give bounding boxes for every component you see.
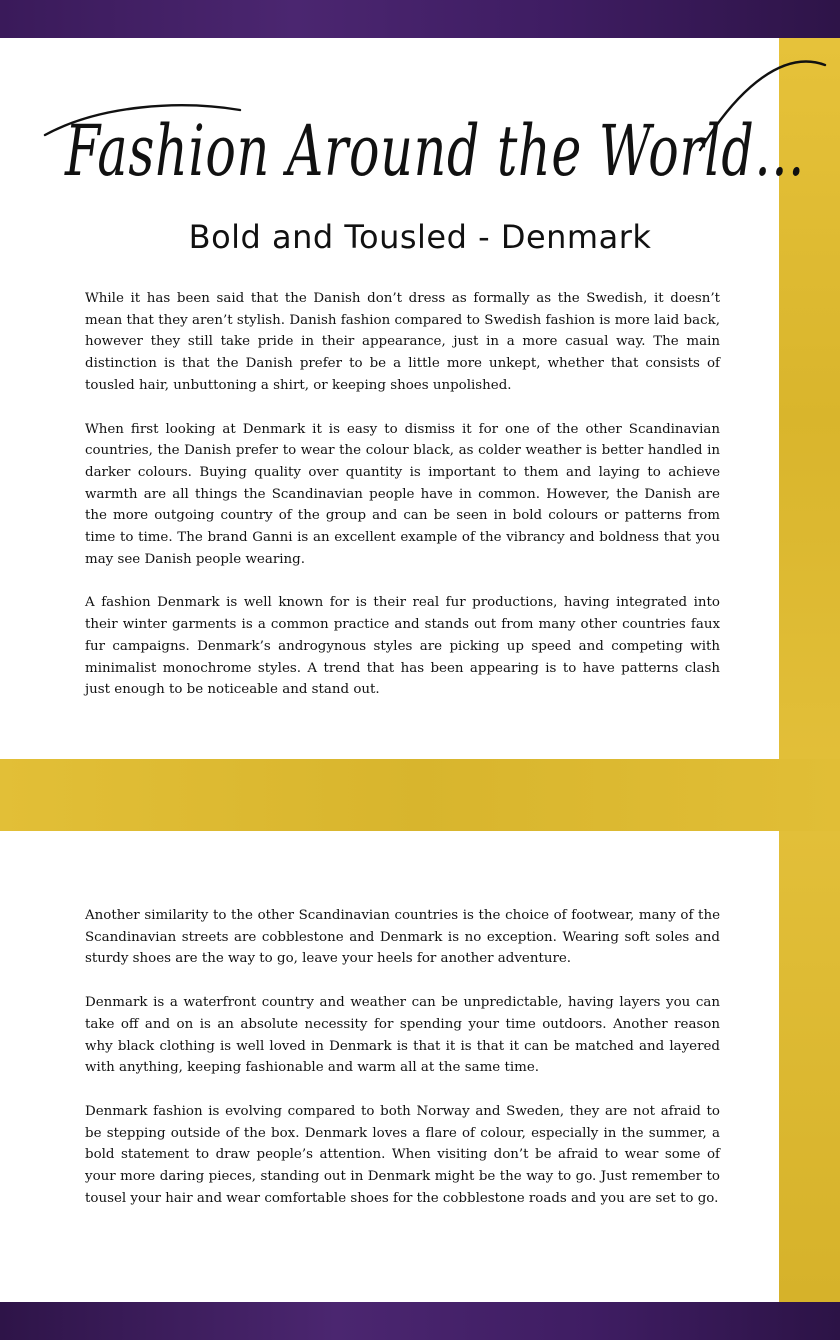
paragraph: A fashion Denmark is well known for is their real fur productions, having integrated into their winter garments is a common practice and stands out from many other countries faux fur campaigns. Denmark’s androgynous styles are picking up speed and competing with minimalist monochrome styles. A trend that has been appearing is to have patterns clash just enough to be noticeable and stand out.: [85, 595, 720, 698]
section-one: [85, 288, 720, 701]
paragraph: Denmark is a waterfront country and weather can be unpredictable, having layers you can take off and on is an absolute necessity for spending your time outdoors. Another reason why black clothing is well loved in Denmark is that it is that it can be matched and layered with anything, keeping fashionable and warm all at the same time.: [85, 995, 720, 1076]
top-purple-band: [0, 0, 840, 38]
script-title: [40, 55, 830, 225]
bottom-purple-band: [0, 1302, 840, 1340]
paragraph: Another similarity to the other Scandinavian countries is the choice of footwear, many of the Scandinavian streets are cobblestone and Denmark is no exception. Wearing soft soles and sturdy shoes are the way to go, leave your heels for another adventure.: [85, 908, 720, 967]
paragraph: When first looking at Denmark it is easy to dismiss it for one of the other Scandinavian countries, the Danish prefer to wear the colour black, as colder weather is better handled in darker colours. Buying quality over quantity is important to them and laying to achieve warmth are all things the Scandinavian people have in common. However, the Danish are the more outgoing country of the group and can be seen in bold colours or patterns from time to time. The brand Ganni is an excellent example of the vibrancy and boldness that you may see Danish people wearing.: [85, 421, 720, 567]
gold-horizontal-stripe: [0, 759, 840, 831]
page-title: Fashion Around the World...: [63, 110, 806, 192]
script-title-graphic: [40, 55, 830, 225]
page-subtitle: Bold and Tousled - Denmark: [188, 218, 652, 256]
paragraph: While it has been said that the Danish don’t dress as formally as the Swedish, it doesn’t mean that they aren’t stylish. Danish fashion compared to Swedish fashion is more laid back, however they still take pride in their appearance, just in a more casual way. The main distinction is that the Danish prefer to be a little more unkept, whether that consists of tousled hair, unbuttoning a shirt, or keeping shoes unpolished.: [85, 291, 720, 393]
section-two: [85, 905, 720, 1209]
paragraph: Denmark fashion is evolving compared to both Norway and Sweden, they are not afraid to be stepping outside of the box. Denmark loves a flare of colour, especially in the summer, a bold statement to draw people’s attention. When visiting don’t be afraid to wear some of your more daring pieces, standing out in Denmark might be the way to go. Just remember to tousel your hair and wear comfortable shoes for the cobblestone roads and you are set to go.: [85, 1103, 720, 1206]
